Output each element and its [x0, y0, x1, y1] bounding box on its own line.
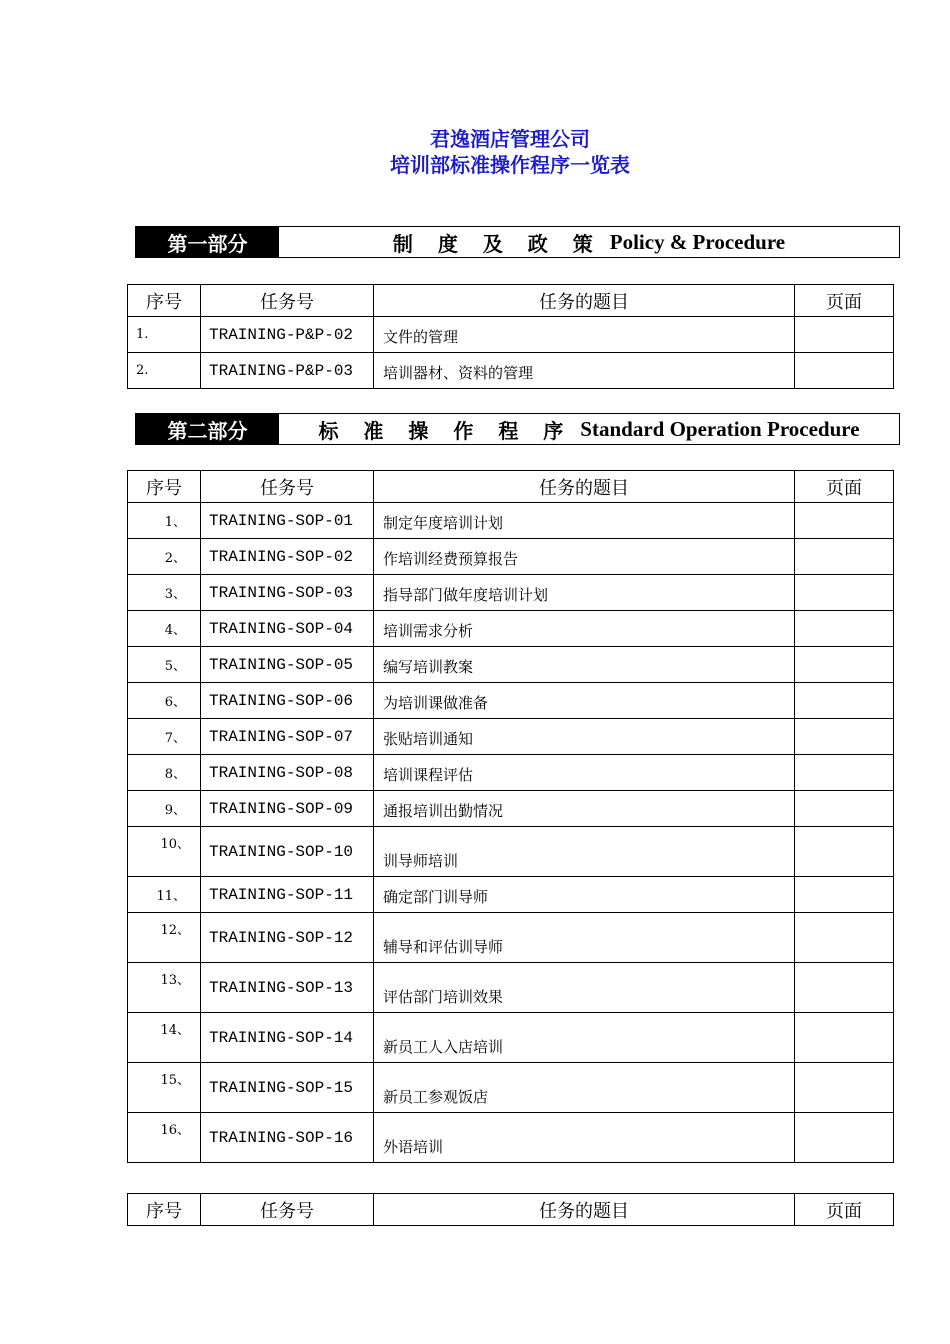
- row-number: 2、: [128, 539, 201, 575]
- table-row: [128, 827, 894, 877]
- task-code: TRAINING-SOP-06: [201, 683, 374, 719]
- row-number: 10、: [128, 827, 201, 877]
- table-row: [128, 1013, 894, 1063]
- task-code: TRAINING-SOP-07: [201, 719, 374, 755]
- part1-title-en: Policy & Procedure: [609, 229, 786, 254]
- part1-rows: [128, 317, 894, 389]
- task-subject: 新员工参观饭店: [374, 1063, 795, 1113]
- page-number: [795, 1113, 894, 1163]
- page-number: [795, 503, 894, 539]
- page-number: [795, 647, 894, 683]
- header-no: 序号: [128, 471, 201, 503]
- page-number: [795, 791, 894, 827]
- row-number: 3、: [128, 575, 201, 611]
- row-number: 13、: [128, 963, 201, 1013]
- page-number: [795, 1063, 894, 1113]
- page-number: [795, 539, 894, 575]
- page-number: [795, 719, 894, 755]
- continuation-table: [127, 1193, 894, 1226]
- table-row: [128, 1063, 894, 1113]
- task-subject: 训导师培训: [374, 827, 795, 877]
- table-row: [128, 719, 894, 755]
- table-row: [128, 611, 894, 647]
- row-number: 14、: [128, 1013, 201, 1063]
- task-subject: 为培训课做准备: [374, 683, 795, 719]
- task-code: TRAINING-P&P-02: [201, 317, 374, 353]
- table-row: [128, 913, 894, 963]
- table-row: [128, 317, 894, 353]
- task-code: TRAINING-SOP-12: [201, 913, 374, 963]
- row-number: 15、: [128, 1063, 201, 1113]
- task-subject: 辅导和评估训导师: [374, 913, 795, 963]
- company-title: 君逸酒店管理公司: [430, 127, 590, 151]
- table-row: [128, 1113, 894, 1163]
- task-code: TRAINING-SOP-14: [201, 1013, 374, 1063]
- task-subject: 指导部门做年度培训计划: [374, 575, 795, 611]
- task-code: TRAINING-SOP-08: [201, 755, 374, 791]
- page-number: [795, 317, 894, 353]
- page-number: [795, 611, 894, 647]
- task-code: TRAINING-SOP-10: [201, 827, 374, 877]
- page-number: [795, 827, 894, 877]
- task-code: TRAINING-SOP-13: [201, 963, 374, 1013]
- document-title: 培训部标准操作程序一览表: [390, 153, 630, 177]
- table-row: [128, 575, 894, 611]
- part2-banner: [135, 413, 900, 445]
- page-number: [795, 575, 894, 611]
- row-number: 11、: [128, 877, 201, 913]
- table-row: [128, 791, 894, 827]
- table-header: [128, 471, 894, 503]
- row-number: 9、: [128, 791, 201, 827]
- task-code: TRAINING-SOP-03: [201, 575, 374, 611]
- table-row: [128, 963, 894, 1013]
- row-number: 16、: [128, 1113, 201, 1163]
- task-subject: 编写培训教案: [374, 647, 795, 683]
- row-number: 1、: [128, 503, 201, 539]
- table-row: [128, 539, 894, 575]
- page-number: [795, 1013, 894, 1063]
- header-code: 任务号: [201, 1194, 374, 1226]
- part1-table: [127, 284, 894, 389]
- header-subject: 任务的题目: [374, 285, 795, 317]
- part2-table: [127, 470, 894, 1163]
- task-subject: 作培训经费预算报告: [374, 539, 795, 575]
- part2-title: [279, 414, 899, 444]
- part2-label: 第二部分: [136, 414, 279, 444]
- task-subject: 确定部门训导师: [374, 877, 795, 913]
- header-code: 任务号: [201, 471, 374, 503]
- part2-title-cn: 标 准 操 作 程 序: [318, 418, 573, 443]
- part2-title-en: Standard Operation Procedure: [580, 416, 860, 441]
- page-number: [795, 353, 894, 389]
- part1-banner: [135, 226, 900, 258]
- task-code: TRAINING-SOP-02: [201, 539, 374, 575]
- row-number: 6、: [128, 683, 201, 719]
- page-number: [795, 755, 894, 791]
- row-number: 5、: [128, 647, 201, 683]
- part2-rows: [128, 503, 894, 1163]
- task-subject: 培训器材、资料的管理: [374, 353, 795, 389]
- row-number: 2.: [128, 353, 201, 389]
- header-subject: 任务的题目: [374, 471, 795, 503]
- table-header: [128, 285, 894, 317]
- header-page: 页面: [795, 285, 894, 317]
- task-subject: 新员工人入店培训: [374, 1013, 795, 1063]
- row-number: 1.: [128, 317, 201, 353]
- task-code: TRAINING-SOP-15: [201, 1063, 374, 1113]
- page-number: [795, 963, 894, 1013]
- page-number: [795, 913, 894, 963]
- task-code: TRAINING-SOP-11: [201, 877, 374, 913]
- task-code: TRAINING-SOP-09: [201, 791, 374, 827]
- task-subject: 培训课程评估: [374, 755, 795, 791]
- task-code: TRAINING-P&P-03: [201, 353, 374, 389]
- table-row: [128, 503, 894, 539]
- table-header: [128, 1194, 894, 1226]
- table-row: [128, 755, 894, 791]
- task-subject: 通报培训出勤情况: [374, 791, 795, 827]
- header-no: 序号: [128, 285, 201, 317]
- header-no: 序号: [128, 1194, 201, 1226]
- task-subject: 张贴培训通知: [374, 719, 795, 755]
- task-code: TRAINING-SOP-01: [201, 503, 374, 539]
- row-number: 8、: [128, 755, 201, 791]
- task-code: TRAINING-SOP-04: [201, 611, 374, 647]
- part1-label: 第一部分: [136, 227, 279, 257]
- row-number: 4、: [128, 611, 201, 647]
- page-number: [795, 877, 894, 913]
- task-subject: 培训需求分析: [374, 611, 795, 647]
- task-code: TRAINING-SOP-16: [201, 1113, 374, 1163]
- row-number: 12、: [128, 913, 201, 963]
- part1-title-cn: 制 度 及 政 策: [392, 231, 602, 256]
- task-subject: 评估部门培训效果: [374, 963, 795, 1013]
- part1-title: [279, 227, 899, 257]
- task-subject: 制定年度培训计划: [374, 503, 795, 539]
- table-row: [128, 647, 894, 683]
- task-subject: 外语培训: [374, 1113, 795, 1163]
- row-number: 7、: [128, 719, 201, 755]
- header-page: 页面: [795, 471, 894, 503]
- task-code: TRAINING-SOP-05: [201, 647, 374, 683]
- page-number: [795, 683, 894, 719]
- table-row: [128, 877, 894, 913]
- header-subject: 任务的题目: [374, 1194, 795, 1226]
- header-page: 页面: [795, 1194, 894, 1226]
- table-row: [128, 353, 894, 389]
- table-row: [128, 683, 894, 719]
- task-subject: 文件的管理: [374, 317, 795, 353]
- header-code: 任务号: [201, 285, 374, 317]
